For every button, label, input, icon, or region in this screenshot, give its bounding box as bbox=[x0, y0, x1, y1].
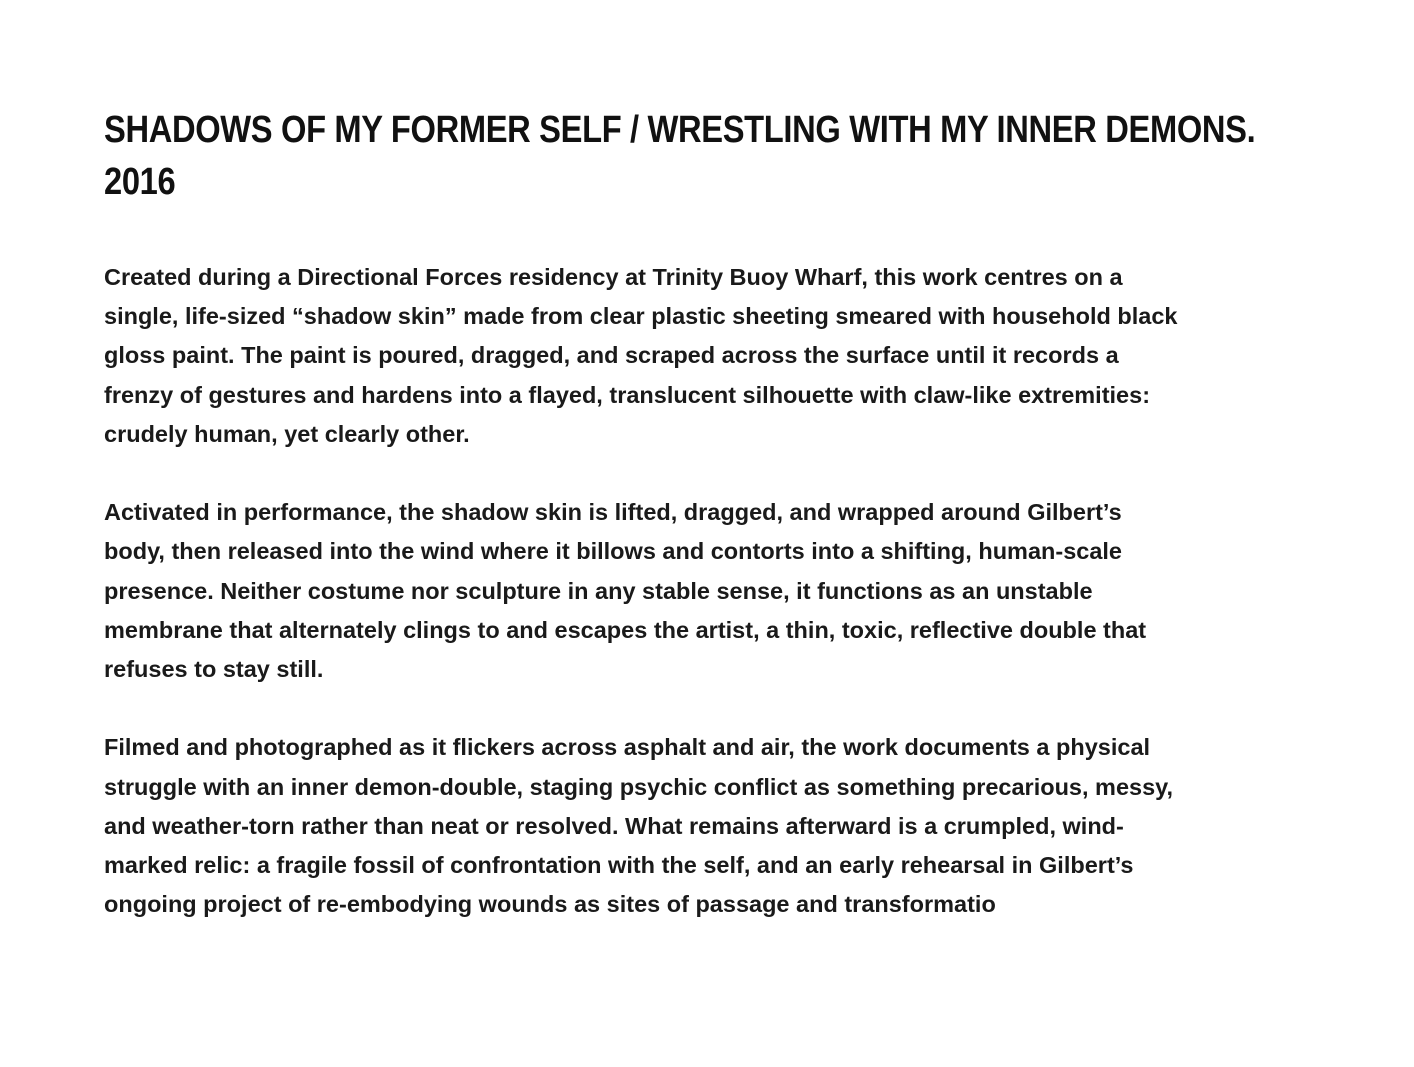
text-line: crudely human, yet clearly other. bbox=[104, 420, 470, 447]
paragraph-residency bbox=[104, 258, 1354, 454]
text-line: and weather-torn rather than neat or resolved. What remains afterward is a crumpled, wind- bbox=[104, 812, 1124, 839]
paragraph-documentation bbox=[104, 728, 1354, 924]
text-line: presence. Neither costume nor sculpture in any stable sense, it functions as an unstable bbox=[104, 577, 1093, 604]
text-line: ongoing project of re-embodying wounds as sites of passage and transformatio bbox=[104, 891, 996, 918]
text-line: Filmed and photographed as it flickers across asphalt and air, the work documents a physical bbox=[104, 734, 1151, 761]
text-line: frenzy of gestures and hardens into a flayed, translucent silhouette with claw-like extremities: bbox=[104, 381, 1151, 408]
description-body bbox=[104, 258, 1354, 924]
text-line: body, then released into the wind where it billows and contorts into a shifting, human-scale bbox=[104, 538, 1123, 565]
text-line: refuses to stay still. bbox=[104, 656, 324, 683]
paragraph-performance bbox=[104, 493, 1354, 689]
artwork-description-page bbox=[104, 104, 1354, 964]
text-line: Created during a Directional Forces residency at Trinity Buoy Wharf, this work centres on a bbox=[104, 264, 1123, 290]
text-line: Activated in performance, the shadow skin is lifted, dragged, and wrapped around Gilbert’s bbox=[104, 499, 1122, 526]
text-line: marked relic: a fragile fossil of confrontation with the self, and an early rehearsal in Gilbert’s bbox=[104, 852, 1134, 879]
text-line: gloss paint. The paint is poured, dragged, and scraped across the surface until it records a bbox=[104, 342, 1119, 369]
text-line: membrane that alternately clings to and escapes the artist, a thin, toxic, reflective double that bbox=[104, 616, 1147, 643]
text-line: single, life-sized “shadow skin” made from clear plastic sheeting smeared with household black bbox=[104, 303, 1178, 330]
page-title bbox=[104, 104, 1351, 208]
text-line: struggle with an inner demon-double, staging psychic conflict as something precarious, messy, bbox=[104, 773, 1174, 800]
title-line-name: SHADOWS OF MY FORMER SELF / WRESTLING WITH MY INNER DEMONS. bbox=[104, 109, 1256, 151]
title-line-year: 2016 bbox=[104, 161, 176, 203]
